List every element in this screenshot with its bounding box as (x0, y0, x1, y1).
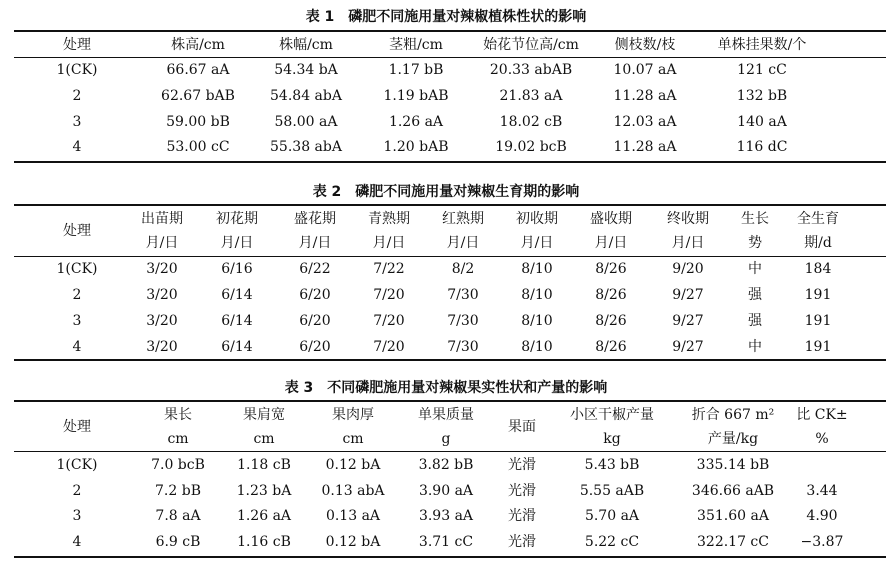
column-header: 小区干椒产量 (570, 407, 654, 423)
table-cell: 1(CK) (56, 457, 98, 473)
column-header: 红熟期 (442, 211, 484, 227)
table-cell: 6/20 (299, 287, 331, 303)
table-cell: 7/20 (373, 313, 405, 329)
column-header: 果面 (508, 419, 536, 435)
table-cell: 7.0 bcB (151, 457, 205, 473)
table-cell: 121 cC (737, 62, 787, 78)
table-cell: 6/22 (299, 261, 331, 277)
table-cell: 7/30 (447, 339, 479, 355)
table-cell: 6/14 (221, 287, 253, 303)
table3-rule (14, 451, 886, 452)
column-header: 处理 (63, 37, 91, 53)
table-cell: 132 bB (736, 88, 788, 104)
column-header-unit: cm (167, 431, 189, 447)
table-cell: 中 (748, 261, 762, 277)
table-cell: 光滑 (508, 457, 536, 473)
column-header: 处理 (63, 223, 91, 239)
table-cell: 0.13 abA (321, 483, 385, 499)
column-header-unit: 月/日 (520, 235, 554, 251)
table-cell: 3.90 aA (418, 483, 474, 499)
column-header: 终收期 (667, 211, 709, 227)
table-cell: 强 (748, 313, 762, 329)
table-cell: 8/10 (521, 313, 553, 329)
table-cell: 3.93 aA (418, 508, 474, 524)
table-cell: 191 (804, 313, 832, 329)
table-cell: 55.38 abA (270, 139, 342, 155)
column-header: 初收期 (516, 211, 558, 227)
table-cell: 光滑 (508, 534, 536, 550)
table-cell: 8/2 (451, 261, 475, 277)
table-cell: 6/16 (221, 261, 253, 277)
table-cell: 19.02 bcB (495, 139, 567, 155)
table-cell: 335.14 bB (696, 457, 770, 473)
column-header: 果肉厚 (332, 407, 374, 423)
column-header: 青熟期 (368, 211, 410, 227)
table-cell: 5.22 cC (584, 534, 640, 550)
column-header: 始花节位高/cm (483, 37, 579, 53)
column-header-unit: 月/日 (372, 235, 406, 251)
column-header: 株高/cm (171, 37, 225, 53)
column-header: 生长 (741, 211, 769, 227)
table-cell: 1.23 bA (236, 483, 292, 499)
table-cell: 0.12 bA (325, 534, 381, 550)
column-header: 盛花期 (294, 211, 336, 227)
table-cell: 6/14 (221, 339, 253, 355)
table-cell: 强 (748, 287, 762, 303)
table-cell: 3 (72, 313, 82, 329)
table-cell: 6/20 (299, 339, 331, 355)
table-cell: 9/20 (672, 261, 704, 277)
table-cell: 62.67 bAB (161, 88, 235, 104)
column-header-unit: 产量/kg (707, 431, 759, 447)
column-header-unit: cm (253, 431, 275, 447)
column-header: 茎粗/cm (389, 37, 443, 53)
table-cell: 3/20 (146, 287, 178, 303)
table3-rule (14, 400, 886, 402)
table-cell: 18.02 cB (499, 114, 563, 130)
table-cell: 7/30 (447, 287, 479, 303)
column-header: 初花期 (216, 211, 258, 227)
column-header: 比 CK± (796, 407, 848, 423)
table-cell: 8/26 (595, 287, 627, 303)
table-cell: 12.03 aA (613, 114, 677, 130)
table-cell: 1(CK) (56, 261, 98, 277)
table-cell: 1.17 bB (388, 62, 444, 78)
table-cell: 3.82 bB (418, 457, 474, 473)
table2-rule (14, 256, 886, 257)
table-cell: 3/20 (146, 261, 178, 277)
table3-title: 表 3 不同磷肥施用量对辣椒果实性状和产量的影响 (284, 380, 608, 396)
table-cell: 0.12 bA (325, 457, 381, 473)
table-cell: 54.84 abA (270, 88, 342, 104)
table-cell: 11.28 aA (613, 88, 677, 104)
table-cell: 3/20 (146, 339, 178, 355)
table-cell: 346.66 aAB (691, 483, 775, 499)
table-cell: 11.28 aA (613, 139, 677, 155)
table-cell: 184 (804, 261, 832, 277)
table-cell: 1.16 cB (237, 534, 291, 550)
table-cell: 3 (72, 114, 82, 130)
table-cell: 中 (748, 339, 762, 355)
table-cell: 8/10 (521, 339, 553, 355)
table-cell: 3/20 (146, 313, 178, 329)
table-cell: 4 (72, 339, 82, 355)
table-cell: −3.87 (800, 534, 844, 550)
column-header: 株幅/cm (279, 37, 333, 53)
table3-rule (14, 556, 886, 558)
table-cell: 7/30 (447, 313, 479, 329)
table-cell: 8/10 (521, 261, 553, 277)
column-header-unit: 月/日 (594, 235, 628, 251)
table-cell: 5.70 aA (584, 508, 640, 524)
column-header-unit: 月/日 (220, 235, 254, 251)
table-cell: 1.26 aA (388, 114, 444, 130)
table-cell: 光滑 (508, 483, 536, 499)
table2-title: 表 2 磷肥不同施用量对辣椒生育期的影响 (312, 184, 580, 200)
table-cell: 54.34 bA (274, 62, 338, 78)
table1-rule (14, 161, 886, 163)
column-header: 全生育 (797, 211, 839, 227)
table-cell: 7/22 (373, 261, 405, 277)
table-cell: 3.44 (806, 483, 838, 499)
table-cell: 2 (72, 483, 82, 499)
table-cell: 8/26 (595, 313, 627, 329)
table-cell: 7.8 aA (155, 508, 201, 524)
table-cell: 5.55 aAB (579, 483, 645, 499)
table-cell: 光滑 (508, 508, 536, 524)
column-header: 侧枝数/枝 (614, 37, 676, 53)
table-cell: 9/27 (672, 339, 704, 355)
table-cell: 1(CK) (56, 62, 98, 78)
column-header: 出苗期 (141, 211, 183, 227)
column-header-unit: 期/d (804, 235, 832, 251)
table-cell: 9/27 (672, 287, 704, 303)
table1-rule (14, 30, 886, 32)
column-header-unit: g (441, 431, 451, 447)
table-cell: 1.18 cB (237, 457, 291, 473)
column-header: 果肩宽 (243, 407, 285, 423)
table-cell: 322.17 cC (697, 534, 769, 550)
table-cell: 7/20 (373, 339, 405, 355)
table-cell: 66.67 aA (166, 62, 230, 78)
table-cell: 4 (72, 534, 82, 550)
table-cell: 140 aA (737, 114, 787, 130)
column-header-unit: cm (342, 431, 364, 447)
table-cell: 5.43 bB (584, 457, 640, 473)
table-cell: 9/27 (672, 313, 704, 329)
table2-rule (14, 359, 886, 361)
column-header-unit: 势 (748, 235, 762, 251)
table-cell: 2 (72, 88, 82, 104)
column-header: 折合 667 m² (691, 407, 775, 423)
table-cell: 351.60 aA (697, 508, 769, 524)
column-header: 果长 (164, 407, 192, 423)
column-header-unit: 月/日 (298, 235, 332, 251)
table-cell: 116 dC (736, 139, 788, 155)
table-cell: 1.26 aA (236, 508, 292, 524)
table-cell: 4 (72, 139, 82, 155)
table-cell: 8/26 (595, 339, 627, 355)
column-header-unit: kg (603, 431, 621, 447)
table-cell: 3 (72, 508, 82, 524)
table-cell: 1.20 bAB (383, 139, 449, 155)
table-cell: 59.00 bB (166, 114, 230, 130)
table-cell: 191 (804, 339, 832, 355)
column-header: 处理 (63, 419, 91, 435)
column-header-unit: 月/日 (446, 235, 480, 251)
table-cell: 0.13 aA (325, 508, 381, 524)
table-cell: 4.90 (806, 508, 838, 524)
table-cell: 10.07 aA (613, 62, 677, 78)
table-cell: 6/14 (221, 313, 253, 329)
table-cell: 53.00 cC (166, 139, 230, 155)
table-cell: 2 (72, 287, 82, 303)
column-header: 盛收期 (590, 211, 632, 227)
table-cell: 21.83 aA (499, 88, 563, 104)
column-header-unit: 月/日 (671, 235, 705, 251)
table-cell: 1.19 bAB (383, 88, 449, 104)
table1-title: 表 1 磷肥不同施用量对辣椒植株性状的影响 (305, 9, 587, 25)
table-cell: 6/20 (299, 313, 331, 329)
column-header: 单果质量 (418, 407, 474, 423)
table-cell: 191 (804, 287, 832, 303)
column-header: 单株挂果数/个 (717, 37, 807, 53)
column-header-unit: 月/日 (145, 235, 179, 251)
table1-rule (14, 57, 886, 58)
table-cell: 7/20 (373, 287, 405, 303)
table-cell: 8/10 (521, 287, 553, 303)
table-cell: 20.33 abAB (489, 62, 573, 78)
table-cell: 58.00 aA (274, 114, 338, 130)
table-cell: 8/26 (595, 261, 627, 277)
table-cell: 7.2 bB (155, 483, 201, 499)
table-cell: 6.9 cB (155, 534, 201, 550)
table-cell: 3.71 cC (418, 534, 474, 550)
column-header-unit: % (815, 431, 829, 447)
table2-rule (14, 204, 886, 206)
